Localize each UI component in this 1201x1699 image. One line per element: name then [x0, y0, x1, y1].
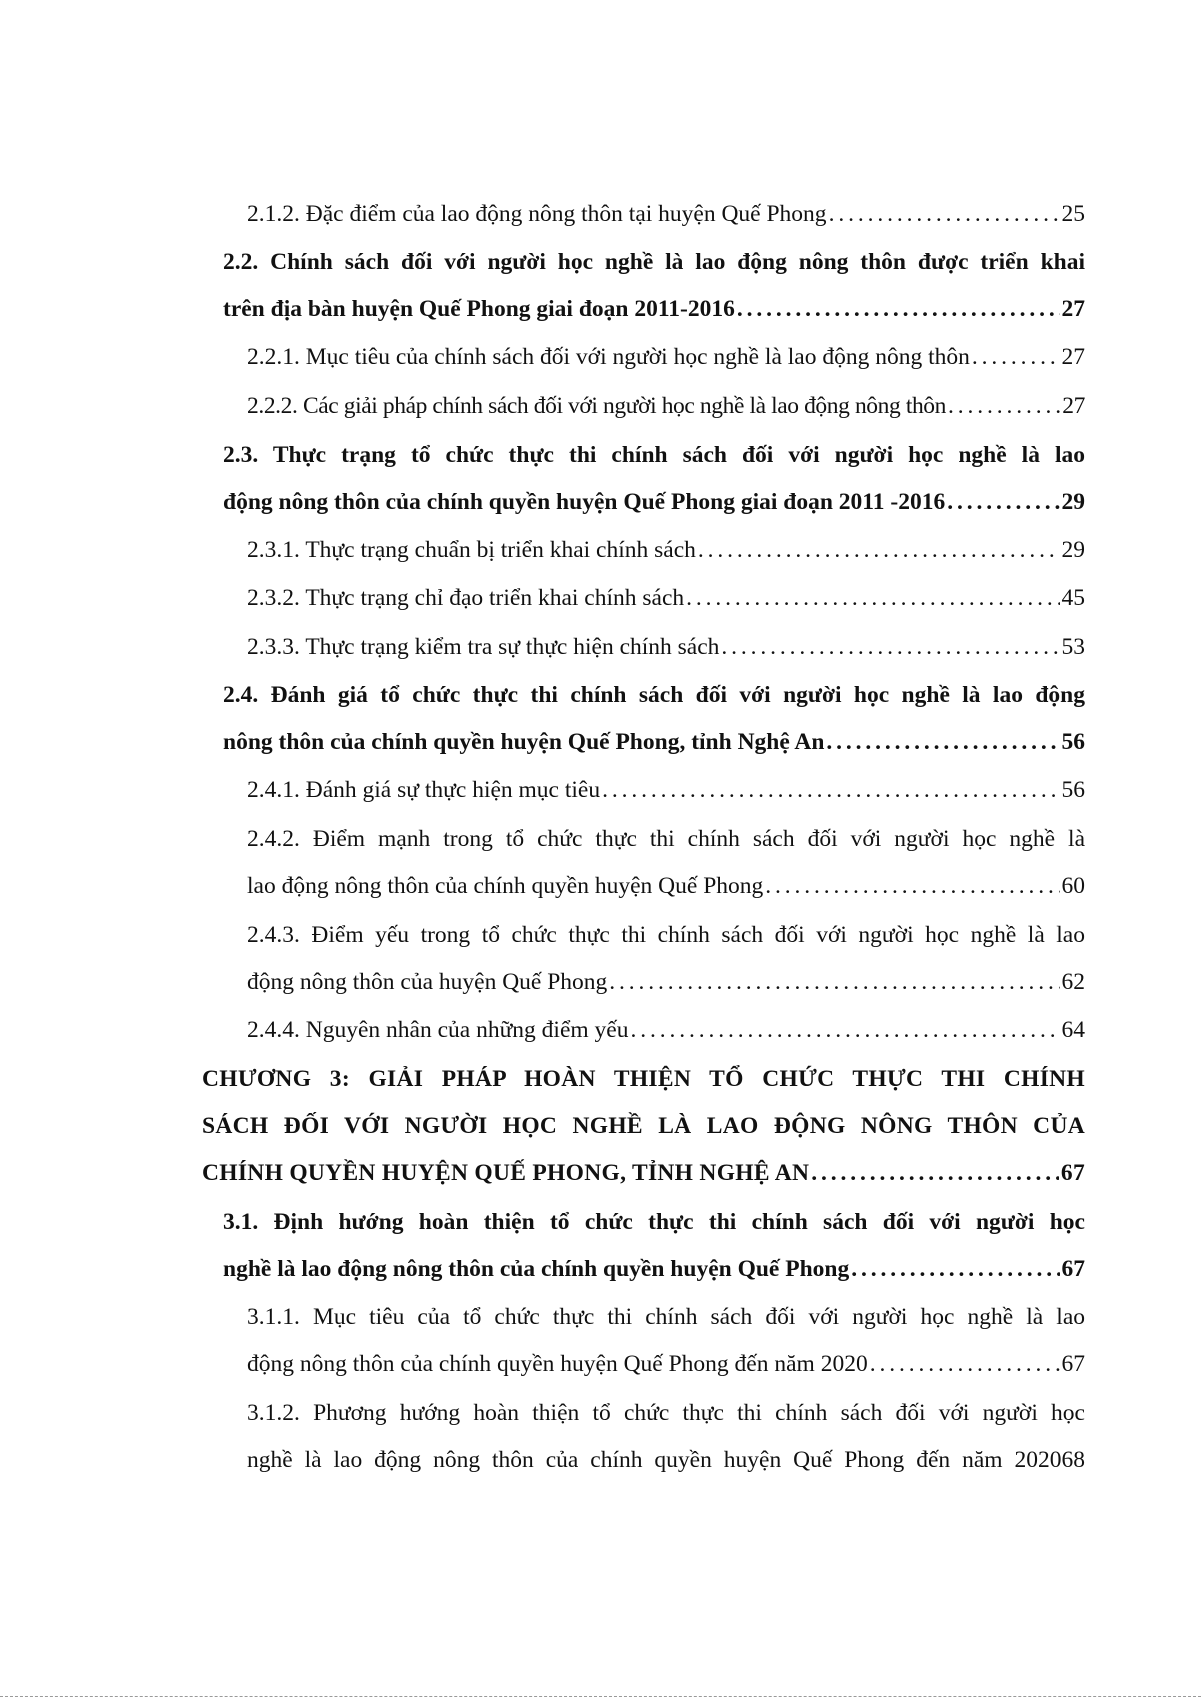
toc-leader-dots	[829, 203, 1060, 227]
toc-entry-page: 25	[1061, 201, 1085, 227]
toc-entry[interactable]	[223, 444, 1085, 468]
toc-entry[interactable]	[247, 1019, 1085, 1043]
toc-entry-continued[interactable]	[223, 731, 1085, 755]
toc-entry-page: 56	[1061, 777, 1085, 803]
toc-entry[interactable]	[247, 203, 1085, 227]
toc-entry-title: nông thôn của chính quyền huyện Quế Phong, tỉnh Nghệ An	[223, 729, 825, 755]
toc-leader-dots	[721, 636, 1059, 660]
toc-entry-title: 2.3. Thực trạng tổ chức thực thi chính sách đối với người học nghề là lao	[223, 442, 1085, 468]
toc-entry-page: 27	[1061, 344, 1085, 370]
toc-leader-dots	[811, 1162, 1059, 1186]
toc-entry-page: 53	[1061, 634, 1085, 660]
toc-leader-dots	[765, 875, 1059, 899]
toc-entry[interactable]	[247, 1306, 1085, 1330]
toc-entry-page: 60	[1061, 873, 1085, 899]
toc-entry-title: CHƯƠNG 3: GIẢI PHÁP HOÀN THIỆN TỔ CHỨC THỰC THI CHÍNH	[202, 1066, 1085, 1092]
toc-entry-continued[interactable]	[247, 971, 1085, 995]
toc-entry-page: 45	[1061, 585, 1085, 611]
toc-entry-page: 67	[1060, 1160, 1085, 1186]
toc-entry[interactable]	[247, 636, 1085, 660]
toc-entry-page: 67	[1061, 1256, 1085, 1282]
toc-entry-title: 2.1.2. Đặc điểm của lao động nông thôn tại huyện Quế Phong	[247, 201, 827, 227]
toc-entry-page: 27	[1061, 296, 1085, 322]
toc-entry-page: 64	[1061, 1017, 1085, 1043]
toc-entry-title: 2.2. Chính sách đối với người học nghề là lao động nông thôn được triển khai	[223, 249, 1085, 275]
toc-entry-page: 67	[1061, 1351, 1085, 1377]
toc-leader-dots	[826, 731, 1059, 755]
toc-leader-dots	[630, 1019, 1059, 1043]
toc-entry[interactable]	[247, 395, 1085, 419]
toc-entry-title: 2.4.2. Điểm mạnh trong tổ chức thực thi chính sách đối với người học nghề là	[247, 826, 1085, 852]
toc-chapter-heading-continued[interactable]	[202, 1115, 1085, 1139]
toc-entry-title: 2.3.2. Thực trạng chỉ đạo triển khai chính sách	[247, 585, 685, 611]
toc-entry-title: 2.4.3. Điểm yếu trong tổ chức thực thi chính sách đối với người học nghề là lao	[247, 922, 1085, 948]
toc-entry-title: CHÍNH QUYỀN HUYỆN QUẾ PHONG, TỈNH NGHỆ AN	[202, 1160, 810, 1186]
toc-entry[interactable]	[247, 1402, 1085, 1426]
toc-entry-continued[interactable]	[223, 298, 1085, 322]
toc-entry-title: 3.1.1. Mục tiêu của tổ chức thực thi chính sách đối với người học nghề là lao	[247, 1304, 1085, 1330]
toc-entry-page: 62	[1061, 969, 1085, 995]
toc-entry-title: động nông thôn của chính quyền huyện Quế Phong giai đoạn 2011 -2016	[223, 489, 946, 515]
toc-leader-dots	[851, 1258, 1059, 1282]
toc-entry[interactable]	[223, 251, 1085, 275]
toc-entry-title: động nông thôn của chính quyền huyện Quế Phong đến năm 2020	[247, 1351, 868, 1377]
toc-entry-title: 2.2.2. Các giải pháp chính sách đối với người học nghề là lao động nông thôn	[247, 393, 947, 419]
toc-entry-title: 3.1. Định hướng hoàn thiện tổ chức thực thi chính sách đối với người học	[223, 1209, 1085, 1235]
toc-entry-title: 2.2.1. Mục tiêu của chính sách đối với người học nghề là lao động nông thôn	[247, 344, 970, 370]
toc-leader-dots	[602, 779, 1059, 803]
toc-entry-title: lao động nông thôn của chính quyền huyện Quế Phong	[247, 873, 764, 899]
toc-entry-continued[interactable]	[223, 1258, 1085, 1282]
toc-entry-page: 29	[1061, 489, 1085, 515]
toc-entry-page: 27	[1062, 393, 1085, 419]
toc-entry-continued[interactable]	[223, 491, 1085, 515]
toc-entry-title: 2.4.1. Đánh giá sự thực hiện mục tiêu	[247, 777, 601, 803]
toc-entry[interactable]	[223, 684, 1085, 708]
toc-entry-title: 2.3.3. Thực trạng kiểm tra sự thực hiện chính sách	[247, 634, 720, 660]
page-bottom-border	[0, 1696, 1201, 1697]
toc-leader-dots	[686, 587, 1059, 611]
toc-entry-continued[interactable]	[247, 1353, 1085, 1377]
toc-entry-title: 2.4.4. Nguyên nhân của những điểm yếu	[247, 1017, 629, 1043]
toc-chapter-heading[interactable]	[202, 1068, 1085, 1092]
toc-entry[interactable]	[247, 346, 1085, 370]
toc-leader-dots	[870, 1353, 1060, 1377]
toc-entry-page: 56	[1061, 729, 1085, 755]
toc-entry-title: 3.1.2. Phương hướng hoàn thiện tổ chức thực thi chính sách đối với người học	[247, 1400, 1085, 1426]
toc-entry[interactable]	[247, 924, 1085, 948]
toc-entry[interactable]	[223, 1211, 1085, 1235]
toc-entry-title: 2.4. Đánh giá tổ chức thực thi chính sách đối với người học nghề là lao động	[223, 682, 1085, 708]
toc-leader-dots	[972, 346, 1060, 370]
toc-entry[interactable]	[247, 828, 1085, 852]
toc-leader-dots	[737, 298, 1060, 322]
toc-entry-continued[interactable]	[247, 875, 1085, 899]
toc-entry[interactable]	[247, 587, 1085, 611]
toc-entry-title: động nông thôn của huyện Quế Phong	[247, 969, 608, 995]
toc-chapter-heading-continued[interactable]	[202, 1162, 1085, 1186]
toc-entry-title: nghề là lao động nông thôn của chính quyền huyện Quế Phong	[223, 1256, 850, 1282]
toc-entry-page: 29	[1061, 537, 1085, 563]
toc-entry-title: trên địa bàn huyện Quế Phong giai đoạn 2011-2016	[223, 296, 735, 322]
toc-entry[interactable]	[247, 779, 1085, 803]
toc-entry-continued[interactable]	[247, 1449, 1085, 1473]
toc-leader-dots	[609, 971, 1059, 995]
toc-entry-title: SÁCH ĐỐI VỚI NGƯỜI HỌC NGHỀ LÀ LAO ĐỘNG NÔNG THÔN CỦA	[202, 1113, 1085, 1139]
toc-leader-dots	[698, 539, 1060, 563]
toc-leader-dots	[947, 491, 1059, 515]
toc-leader-dots	[948, 395, 1060, 419]
toc-entry-title: nghề là lao động nông thôn của chính quyền huyện Quế Phong đến năm 202068	[247, 1447, 1085, 1473]
toc-entry[interactable]	[247, 539, 1085, 563]
toc-entry-title: 2.3.1. Thực trạng chuẩn bị triển khai chính sách	[247, 537, 696, 563]
